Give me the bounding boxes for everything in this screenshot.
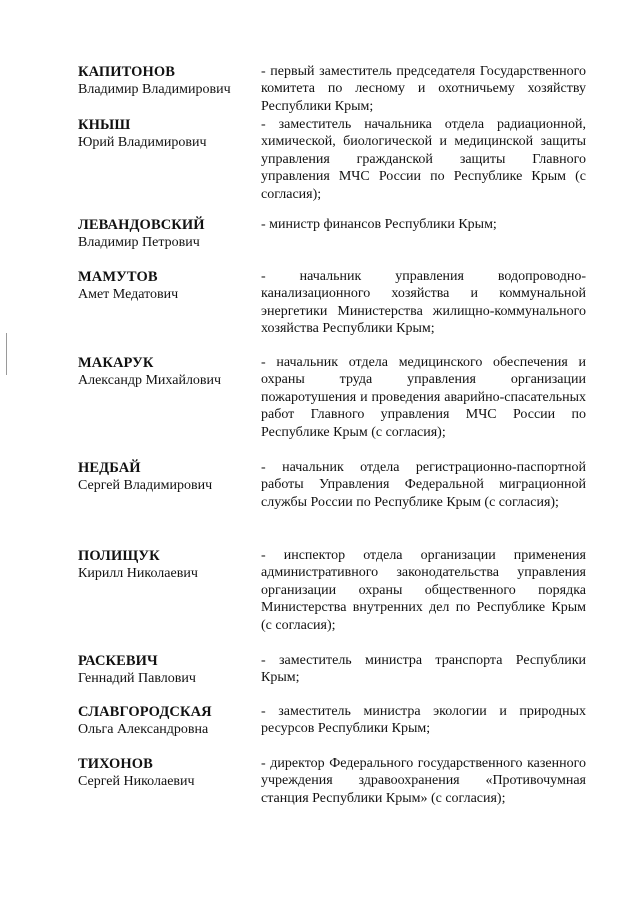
member-description: - министр финансов Республики Крым; [261, 217, 497, 232]
member-description: - директор Федерального государственного казенного учреждения здравоохранения «Противочумная станция Республики Крым» (с согласия); [261, 756, 586, 806]
member-name-block [78, 63, 258, 99]
member-surname: ПОЛИЩУК [78, 548, 160, 564]
member-description: - заместитель министра транспорта Республики Крым; [261, 653, 586, 686]
member-surname: ЛЕВАНДОВСКИЙ [78, 217, 205, 233]
member-name-block [78, 268, 258, 304]
member-surname: КНЫШ [78, 117, 131, 133]
member-name-block [78, 652, 258, 688]
member-surname: МАМУТОВ [78, 269, 158, 285]
member-surname: НЕДБАЙ [78, 460, 141, 476]
member-name-block [78, 755, 258, 791]
member-surname: СЛАВГОРОДСКАЯ [78, 704, 212, 720]
member-given-names: Ольга Александровна [78, 722, 209, 737]
member-name-block [78, 459, 258, 495]
member-given-names: Юрий Владимирович [78, 135, 207, 150]
member-surname: МАКАРУК [78, 355, 154, 371]
member-given-names: Владимир Петрович [78, 235, 200, 250]
member-name-block [78, 216, 258, 252]
member-given-names: Владимир Владимирович [78, 82, 231, 97]
member-description: - начальник отдела медицинского обеспечения и охраны труда управления организации пожаротушения и проведения аварийно-спасательных работ Главного управления МЧС России по Республике Крым (с согласия); [261, 355, 586, 440]
member-name-block [78, 703, 258, 739]
member-given-names: Сергей Николаевич [78, 774, 195, 789]
member-surname: КАПИТОНОВ [78, 64, 176, 80]
member-description: - инспектор отдела организации применения административного законодательства управления организации охраны общественного порядка Министерства внутренних дел по Республике Крым (с согласия); [261, 548, 586, 633]
member-name-block [78, 116, 258, 152]
member-given-names: Александр Михайлович [78, 373, 222, 388]
member-description: - первый заместитель председателя Государственного комитета по лесному и охотничьему хозяйству Республики Крым; [261, 64, 586, 114]
member-description: - начальник отдела регистрационно-паспортной работы Управления Федеральной миграционной службы России по Республике Крым (с согласия); [261, 460, 586, 510]
member-given-names: Амет Медатович [78, 287, 179, 302]
member-name-block [78, 354, 258, 390]
member-given-names: Кирилл Николаевич [78, 566, 198, 581]
member-description: - заместитель министра экологии и природных ресурсов Республики Крым; [261, 704, 586, 737]
member-description: - начальник управления водопроводно-канализационного хозяйства и коммунальной энергетики Министерства жилищно-коммунального хозяйства Республики Крым; [261, 269, 586, 337]
member-surname: ТИХОНОВ [78, 756, 153, 772]
member-name-block [78, 547, 258, 583]
member-surname: РАСКЕВИЧ [78, 653, 158, 669]
margin-mark [6, 333, 7, 375]
member-description: - заместитель начальника отдела радиационной, химической, биологической и медицинской защиты управления гражданской защиты Главного управления МЧС России по Республике Крым (с согласия); [261, 117, 586, 202]
member-given-names: Сергей Владимирович [78, 478, 213, 493]
member-given-names: Геннадий Павлович [78, 671, 196, 686]
